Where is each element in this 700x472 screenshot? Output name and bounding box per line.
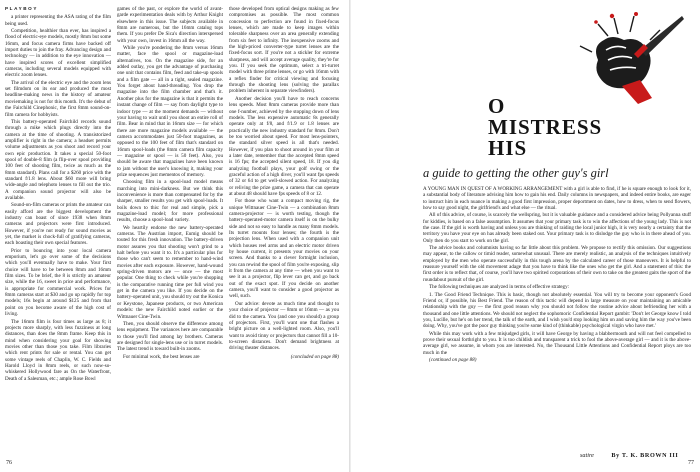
title-line: MISTRESS	[488, 115, 603, 139]
continued-note: (continued on page 88)	[429, 356, 477, 363]
article-title	[488, 96, 608, 159]
paragraph: 1. The Good Friend Technique. This is basic, though not absolutely essential. You will try to become your opponent's Good Friend or, if possible, his Best Friend. The reason of this tactic will depend in large measure on your maintaining an amicable relationship with the guy — the first good reason why you should not follow the routine advice about befriending her with a thousand and one little attentions. We should not neglect the sophomoric Confidential Report gambit: 'Don't let George know I told you, Lucille, but he's on her trend, the talk of the earth, and I wish you'd stop looking him on and saving him the way you've been doing. Why, you've got the poor guy thinking you're some kind of (thinkable) psychological virgin who have met.'	[423, 291, 691, 330]
paragraph: All of this advice, of course, is scarcely the wellspring, but it is valuable guidance and a considered advice being Pollyanna stuff for kiddies, is based on a false assumption. It assumes that your primary task is to win the affections of the young lady. This is not the case. If the girl is worth having and unless you are thinking of raiding the local junior high, it is very nearly a certainty that the territory you have your eye on has already been staked out. Your primary task is to dislodge the guy who is in there ahead of you. Only then do you start to work on the girl.	[423, 212, 691, 244]
left-column-2	[117, 6, 223, 438]
paragraph: A YOUNG MAN IN QUEST OF A WORKING ARRANGEMENT with a girl is able to find, if he is square enough to look for it, a substantial body of literature advising him how to gain his end. Daily columns in newspapers, and indeed entire books, are eager to instruct him in each nuance in making a good first impression, proper deportment on dates, how to dress, when to send flowers, how to say good night, the girlfriend's and what else — the ritual.	[423, 186, 691, 212]
byline	[580, 452, 678, 459]
paragraph: Competition, healthier than ever, has inspired a flood of electric-eye models, mostly 8mm but some 16mm, and focus camera firms have backed off import duties to join the fray. Advancing design and technology — in addition to the eye innovation — have inspired scores of excellent simplified cameras, including several models equipped with electric zoom lenses.	[5, 28, 111, 79]
paragraph: Then, you should observe the difference among lens equipment. The variances here are comparable to those you'll find among lay brothers. Cameras are designed for single-lens use or in turret models. The latest trend is toward built-in zooms.	[117, 320, 223, 353]
right-article-body	[423, 186, 691, 450]
page-number-right: 77	[688, 460, 694, 466]
paragraph: Our advice: devote as much time and thought to your choice of projector — 8mm or 16mm — as you did to the camera. You (and one you should) a group of projectors. First, you'll want one that flashes a bright picture on a well-lighted room. Also, you'll want to avoid tinny or projectors that cannot fill a 10-to-screen distances. Don't demand brightness at driving theater distances.	[229, 300, 339, 352]
paragraph: This battery-operated Fairchild records sound through a mike which plugs directly into the camera at the time of shooting. A transistorized amplifier is right in the camera; a headset permits volume adjustments as you shoot and record your own epic production. It takes a special 50-foot spool of double-8 film (a flip-over spool providing 100 feet of shooting film, twice as much as the 8mm standard). Plans call for a $260 price with the standard f/1.8 lens. About $60 more will bring wide-angle and telephoto lenses to fill out the trio. A companion sound projector will also be available.	[5, 118, 111, 201]
paragraph: The advice books and columnists having so far little about this problem. We propose to rectify this omission. Our suggestions may appear, to the callow or timid reader, somewhat unusual. There are merely realistic, an analysis of the techniques intuitively employed by the men who operate successfully in this tough arena by the calculated career of those maneuvers. It is helpful to reassure yourself with the old movement adage that you have to think like the ones who get the girl. And a statement of this: the first order is to reflect that, of course, you'll have two spirited corporations of their own to take on the greatest gaits the sport of the roundabout pursuit of the girl.	[423, 245, 691, 283]
paragraph: Sound-on-film cameras or prints the amateur can easily afford are the biggest development the industry can boast of since 1938 when 8mm cameras and projectors were first introduced. However, if you're not ready for sound movies as yet, the market is chock-full of gratifying cameras, each boasting their own special features.	[5, 202, 111, 247]
paragraph: The following techniques are analyzed in terms of effective strategy:	[429, 284, 570, 291]
paragraph: games of the past, or explore the world of avant-garde experimentation deals with by Arthur Knight elsewhere in this issue. The subjects available in 8mm are numerous, but the 16mm catalog tops them. If you prefer De Sica's direction interspersed with your own, invest in 16mm all the way.	[117, 6, 223, 44]
paragraph: Another decision you'll have to reach concerns lens speeds. Most 8mm cameras provide more than one f-number, achieved by the stopping down of lens models. The less expensive automatic 8s generally operate only at f/8, and f/1.9 or 1.8 lenses are practically the new industry standard for 8mm. Don't be too worried about speed. For most lens-pointers, the standard silver speed is all that's needed. However, if you plan to shoot around in your film at a later date, remember that the accepted 8mm speed is 16 fps; the accepted silent speed, 18. If you dig analyzing football plays, your golf swing or the graceful action of a high diver, you'll want fps speeds of 32 or 64 to get well-slowed action. For analyzing or reliving the prize game, a camera that can operate at about 48 should have fps speeds of 8 or 12.	[229, 95, 339, 197]
paragraph: The arrival of the electric eye and the zoom lens set filmdom on its ear and produced the most headline-making news in the history of amateur moviemaking is not for this month. It's the debut of the Fairchild Cinephonic, the first 8mm sound-on-film camera for hobbyists.	[5, 79, 111, 118]
paragraph: Choosing film in a spool-load model means marching into mini-darkness. But we think this inconvenience is more than compensated for by the sharper, smaller results you get with spool-loads. It boils down to this: for real and simple, pick a magazine-load model; for more professional results, choose a spool-load variety.	[117, 179, 223, 224]
paragraph: a printer representing the ASA rating of the film being used.	[5, 14, 111, 27]
paragraph: We heartily endorse the new battery-operated cameras. The Austrian import, Eumig should be touted for this fresh innovation. The battery-driven motor assures you that shooting won't grind to a halt before you want it to. It's a particular plus for those who can't seem to remember to hand-wind movies after each exposure. However, hand-wound spring-driven motors are — once — the most popular. One thing to check while you're shopping is the comparative running time per full wind you get in the camera you like. If you decide on the battery-operated unit, you should try out the Konica or Keystone, Japanese products, or two American models: the new Fairchild noted earlier or the Wittnauer Cine-Twin.	[117, 224, 223, 320]
left-column-3	[229, 6, 339, 438]
article-subtitle: a guide to getting the other guy's girl	[423, 166, 609, 180]
paragraph: While you're pondering the 8mm versus 16mm matter, face the spool or magazine-load alternatives, too. On the magazine side, for an added outlay, you get the advantage of purchasing one unit that contains film, feed and take-up spools and a film gate — all in a tight, sealed magazine. You forget about hand-threading. You drop the magazine into the film chamber and that's it. Another plus for the magazine is that it permits the instant change of film — say from daylight type to indoor type — at the moment demands — without your having to wait until you shoot an entire roll of film. Bear in mind that in 16mm size — for which there are more magazine models available — the camera accommodates just 50-foot magazines, as opposed to the 100 feet of film that's standard on 16mm spool-loads (the 8mm camera film capacity — magazine or spool — is 50 feet). Also, you should be aware that magazines have been known to jam without the user's knowing it, making your prize sequences just mementos of memory.	[117, 45, 223, 178]
title-line: O	[488, 94, 506, 118]
paragraph: While this may work with a few misjudged girls, it will have George by having a blabbermouth and will not feel compelled to prove their sexual forthright to you. It is too childish and transparent a trick to fool the above-average girl — and it is the above-average girl, we assume, in whom you are interested. No, the Thousand Little Attentions and Confidential Report ploys are too much in the	[423, 330, 691, 356]
paragraph: those developed from optical designs making as few compromises as possible. The most common concession to perfection are found in fixed-focus lenses, which are made to keep images within tolerable sharpness over an area generally extending from six feet to infinity. The inexpensive zooms and the high-priced converter-type turret lenses are the fixed-focus sort. If you're not a stickler for extreme sharpness, and will accept average quality, they're for you. If you seek the optimum, select a tri-turret model with three prime lenses, or go with 16mm with a reflex finder for critical viewing and focusing through the shooting lens (solving the parallax problem inherent in separate viewfinders).	[229, 6, 339, 95]
paragraph: For those who want a compact moving rig, the unique Wittnauer Cine-Twin — a combination 8mm camera-projector — is worth testing, though the battery-operated-motor camera itself is on the bulky side and not so easy to handle as many 8mm models. Its turret mounts four lenses; the fourth is the projection lens. When used with a companion unit which houses reel arms and an electric motor driven by house current, it presents your movies on your screen. And thanks to a clever fortnight inclusion, you can rewind the spool of film you're exposing, slip it from the camera at any time — when you want to see it as a projector, flip lever can get, and go back out of the exact spot. If you decide on another camera, you'll want to consider a good projector as well, such.	[229, 198, 339, 300]
hand-with-dagger-illustration	[578, 10, 688, 106]
folio-mark: PLAYBOY	[5, 6, 38, 11]
byline-author: By T. K. BROWN III	[611, 452, 679, 459]
paragraph: The 16mm film is four times as large as 8; it projects more sharply, with less fuzziness at long distances, than does the 8mm frame. Keep this in mind when considering your goal for showing movies other than those you take. Film libraries which rent prints for sale or rental. You can get some vintage reels of Chaplin, W. C. Fields and Harold Lloyd in 8mm reels, or such now-so-whiskered Hollywood fare as On the Waterfront, Death of a Salesman, etc.; ample Rose Bowl	[5, 318, 111, 382]
paragraph: Prior to bouncing into your local camera emporium, let's go over some of the decisions which you'll eventually have to make. Your first choice will have to be between 8mm and 16mm film sizes. To be brief, the 8 is strictly an amateur size, while the 16, sweet in price and performance, is appropriate for commercial work. Prices for 8mm cameras start at $30 and go up rapidly for top models; 16s begin at around $125 and from that point on you become aware of the high cost of living.	[5, 247, 111, 318]
concluded-note: (concluded on page 88)	[290, 353, 339, 360]
paragraph: For minimal work, the best lenses are	[123, 353, 200, 360]
page-gutter	[349, 0, 351, 472]
page-number-left: 76	[6, 460, 12, 466]
title-line: HIS	[488, 136, 528, 160]
byline-section: satire	[580, 452, 594, 459]
left-column-1	[5, 6, 111, 438]
